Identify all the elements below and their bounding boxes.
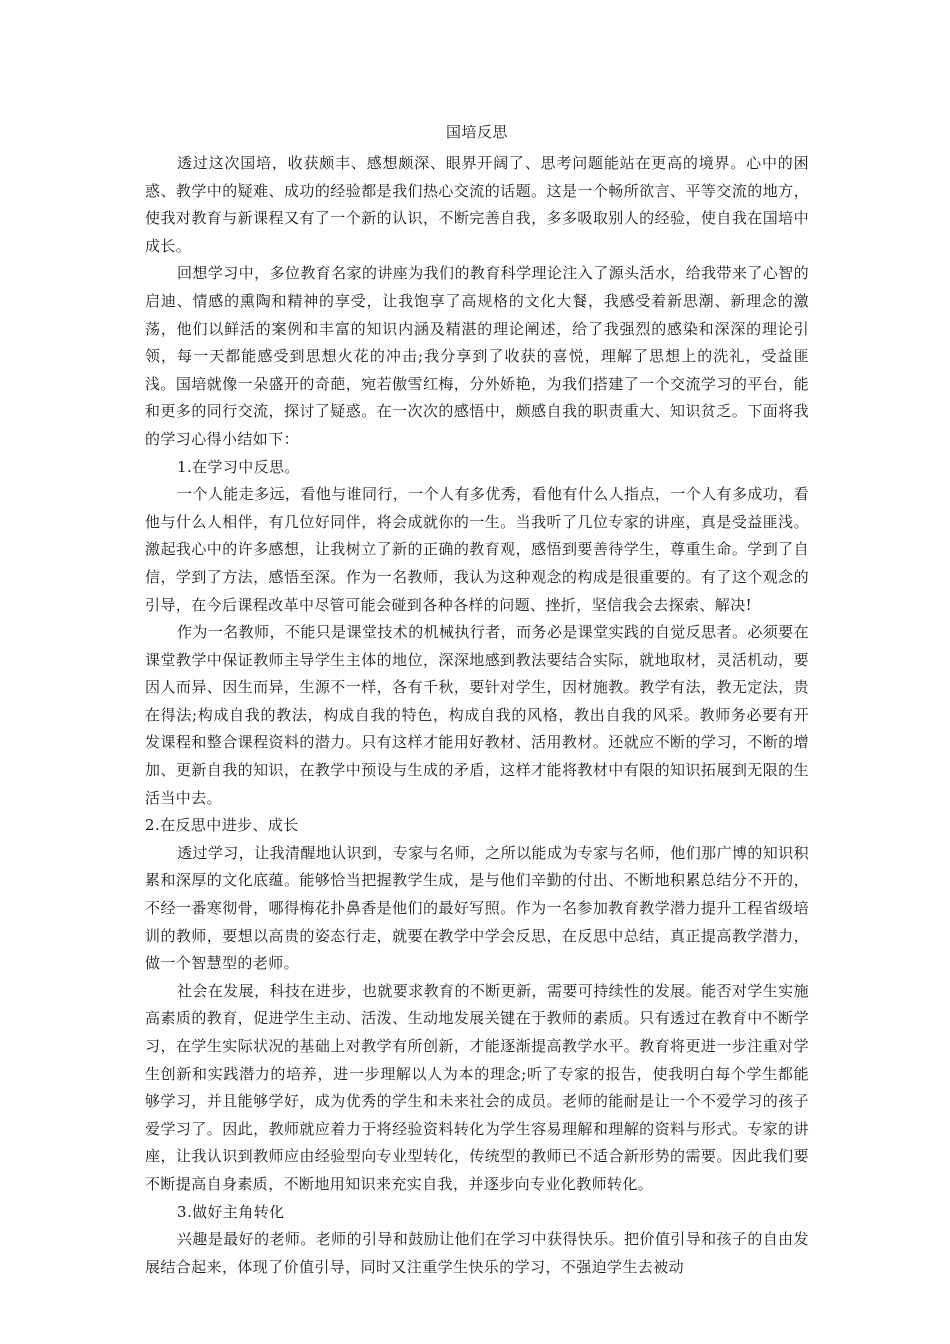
document-title: 国培反思 (445, 123, 508, 141)
intro-paragraph-1: 透过这次国培，收获颇丰、感想颇深、眼界开阔了、思考问题能站在更高的境界。心中的困惑、教学中的疑难、成功的经验都是我们热心交流的话题。这是一个畅所欲言、平等交流的地方，使我对教育与新课程又有了一个新的认识，不断完善自我，多多吸取别人的经验，使自我在国培中成长。 (145, 154, 809, 255)
section-1-heading: 1.在学习中反思。 (177, 457, 300, 476)
intro-paragraph-2: 回想学习中，多位教育名家的讲座为我们的教育科学理论注入了源头活水，给我带来了心智的启迪、情感的熏陶和精神的享受，让我饱享了高规格的文化大餐，我感受着新思潮、新理念的激荡，他们以鲜活的案例和丰富的知识内涵及精湛的理论阐述，给了我强烈的感染和深深的理论引领，每一天都能感受到思想火花的冲击;我分享到了收获的喜悦，理解了思想上的洗礼，受益匪浅。国培就像一朵盛开的奇葩，宛若傲雪红梅，分外娇艳，为我们搭建了一个交流学习的平台，能和更多的同行交流，探讨了疑惑。在一次次的感悟中，颇感自我的职责重大、知识贫乏。下面将我的学习心得小结如下： (145, 264, 809, 448)
section-2-paragraph-2: 社会在发展，科技在进步，也就要求教育的不断更新，需要可持续性的发展。能否对学生实施高素质的教育，促进学生主动、活泼、生动地发展关键在于教师的素质。只有透过在教育中不断学习，在学生实际状况的基础上对教学有所创新，才能逐渐提高教学水平。教育将更进一步注重对学生创新和实践潜力的培养，进一步理解以人为本的理念;听了专家的报告，使我明白每个学生都能够学习，并且能够学好，成为优秀的学生和未来社会的成员。老师的能耐是让一个不爱学习的孩子爱学习了。因此，教师就应着力于将经验资料转化为学生容易理解和理解的资料与形式。专家的讲座，让我认识到教师应由经验型向专业型转化，传统型的教师已不适合新形势的需要。因此我们要不断提高自身素质，不断地用知识来充实自我，并逐步向专业化教师转化。 (145, 981, 809, 1193)
section-2-heading: 2.在反思中进步、成长 (145, 816, 299, 835)
document-page (145, 118, 809, 1281)
section-2-paragraph-1: 透过学习，让我清醒地认识到，专家与名师，之所以能成为专家与名师，他们那广博的知识积累和深厚的文化底蕴。能够恰当把握教学生成，是与他们辛勤的付出、不断地积累总结分不开的，不经一番寒彻骨，哪得梅花扑鼻香是他们的最好写照。作为一名参加教育教学潜力提升工程省级培训的教师，要想以高贵的姿态行走，就要在教学中学会反思，在反思中总结，真正提高教学潜力，做一个智慧型的老师。 (145, 843, 809, 973)
section-3-paragraph-1: 兴趣是最好的老师。老师的引导和鼓励让他们在学习中获得快乐。把价值引导和孩子的自由发展结合起来，体现了价值引导，同时又注重学生快乐的学习，不强迫学生去被动 (145, 1230, 809, 1276)
section-1-paragraph-1: 一个人能走多远，看他与谁同行，一个人有多优秀，看他有什么人指点，一个人有多成功，看他与什么人相伴，有几位好同伴，将会成就你的一生。当我听了几位专家的讲座，真是受益匪浅。激起我心中的许多感想，让我树立了新的正确的教育观，感悟到要善待学生，尊重生命。学到了自信，学到了方法，感悟至深。作为一名教师，我认为这种观念的构成是很重要的。有了这个观念的引导，在今后课程改革中尽管可能会碰到各种各样的问题、挫折，坚信我会去探索、解决! (145, 485, 809, 614)
section-1-paragraph-2: 作为一名教师，不能只是课堂技术的机械执行者，而务必是课堂实践的自觉反思者。必须要在课堂教学中保证教师主导学生主体的地位，深深地感到教法要结合实际，就地取材，灵活机动，要因人而异、因生而异，生源不一样，各有千秋，要针对学生，因材施教。教学有法，教无定法，贵在得法;构成自我的教法，构成自我的特色，构成自我的风格，教出自我的风采。教师务必要有开发课程和整合课程资料的潜力。只有这样才能用好教材、活用教材。还就应不断的学习，不断的增加、更新自我的知识，在教学中预设与生成的矛盾，这样才能将教材中有限的知识拓展到无限的生活当中去。 (145, 623, 809, 807)
section-3-heading: 3.做好主角转化 (177, 1202, 285, 1221)
